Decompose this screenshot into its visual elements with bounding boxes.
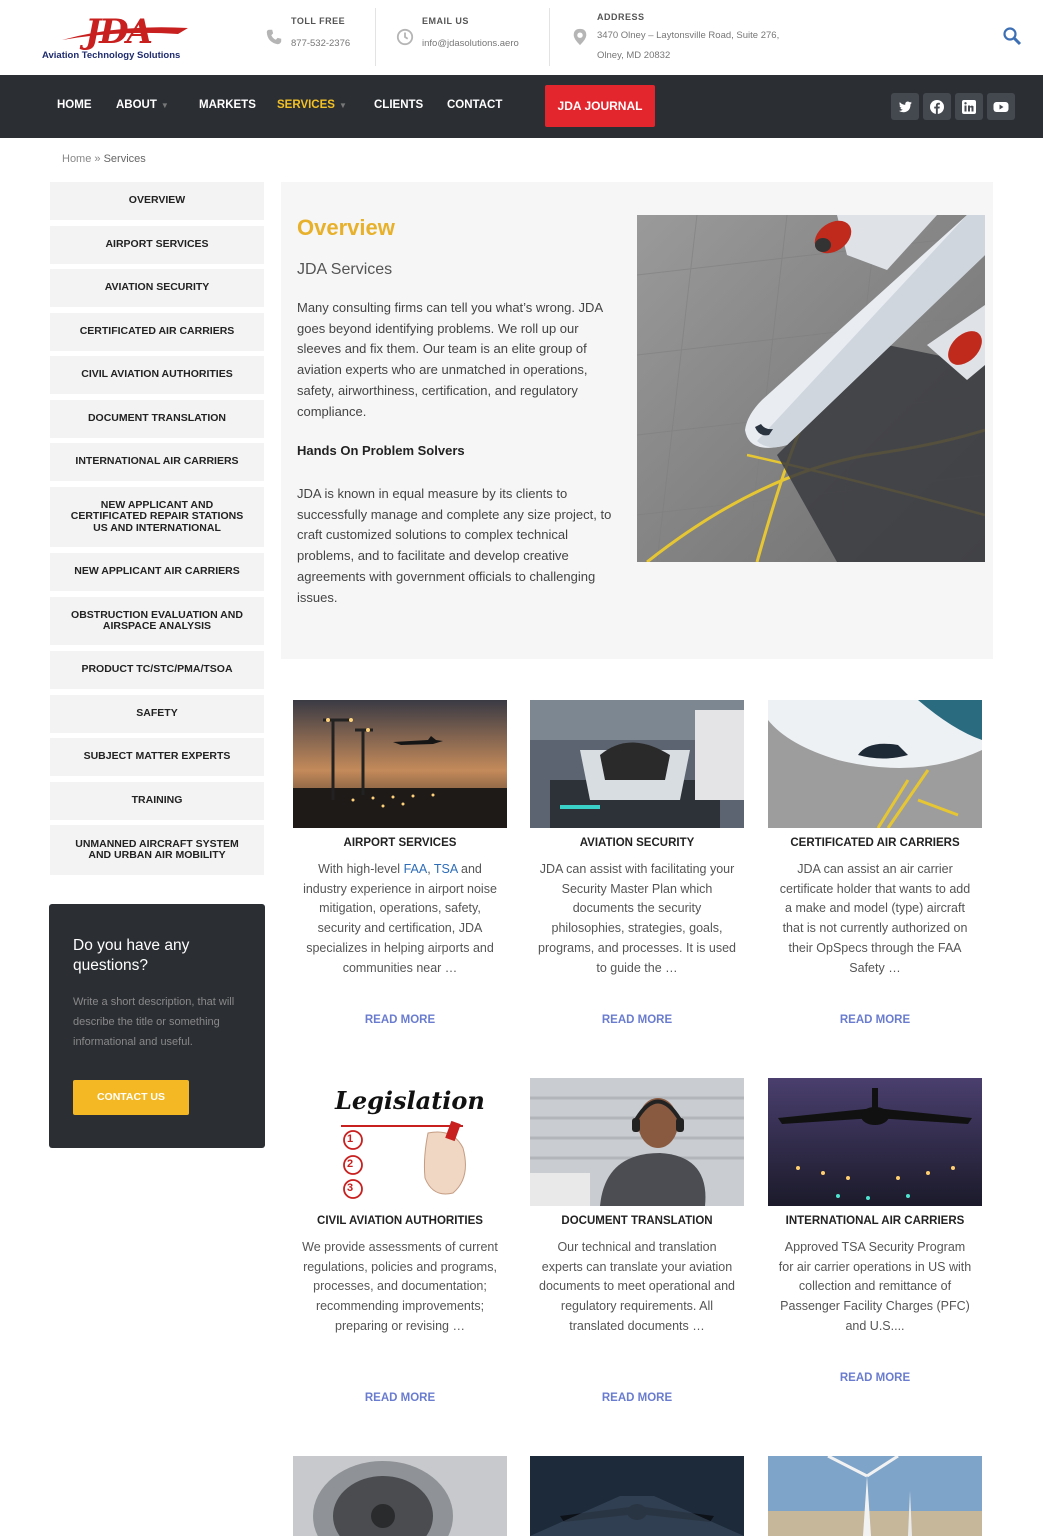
sidebar-item-label: SAFETY: [136, 707, 178, 720]
runway-sunset-illustration: [293, 700, 507, 828]
sidebar-item-international-air-carriers[interactable]: [50, 443, 264, 481]
email-block: [422, 16, 519, 54]
night-runway-image: [530, 1456, 744, 1536]
sidebar-item-certificated-air-carriers[interactable]: [50, 313, 264, 351]
airport-lights-image: [293, 700, 507, 828]
sidebar-item-label: DOCUMENT TRANSLATION: [87, 412, 227, 425]
questions-panel: [49, 904, 265, 1148]
aircraft-nose-illustration: [768, 700, 982, 828]
read-more-link[interactable]: READ MORE: [839, 1014, 911, 1026]
linkedin-icon: [961, 99, 977, 115]
card-description: We provide assessments of current regulations, policies and programs, processes, and documentation; recommending improvements; preparing or revising …: [302, 1240, 498, 1333]
sidebar-item-airport-services[interactable]: [50, 226, 264, 264]
tsa-link[interactable]: TSA: [433, 862, 458, 876]
chevron-down-icon: ▼: [160, 101, 169, 110]
card-title: INTERNATIONAL AIR CARRIERS: [785, 1215, 965, 1227]
legislation-image: [293, 1078, 507, 1206]
card-description: [301, 860, 499, 978]
overview-paragraph-2: JDA is known in equal measure by its clients to successfully manage and complete any size project, to craft customized solutions to complex technical problems, and to facilitate and develop creative agreements with government officials to challenging issues.: [297, 486, 612, 605]
toll-free-block: [291, 16, 350, 54]
nav-services[interactable]: [277, 99, 347, 111]
sidebar-item-repair-stations[interactable]: [50, 487, 264, 547]
nav-clients[interactable]: CLIENTS: [374, 99, 424, 111]
overview-subtitle: JDA Services: [297, 261, 393, 278]
sidebar-item-label: OBSTRUCTION EVALUATION AND AIRSPACE ANALYSIS: [71, 608, 243, 632]
card-airport-services: [293, 700, 507, 1035]
sidebar-item-new-applicant-air-carriers[interactable]: [50, 553, 264, 591]
nav-services-label: SERVICES: [277, 99, 335, 111]
overview-paragraph-1: Many consulting firms can tell you what’s wrong. JDA goes beyond identifying problems. We roll up our sleeves and fix them. Our team is an elite group of aviation experts who are unmatched in operations, safety, airworthiness, certification, and regulatory compliance.: [297, 300, 603, 419]
airplane-aerial-image: [637, 215, 985, 562]
sidebar-item-subject-matter-experts[interactable]: [50, 738, 264, 776]
night-landing-illustration: [768, 1078, 982, 1206]
main-nav: [0, 75, 1043, 138]
sidebar-item-label: AIRPORT SERVICES: [105, 238, 209, 251]
card-civil-aviation-authorities: [293, 1078, 507, 1413]
questions-title: Do you have any questions?: [73, 937, 190, 974]
read-more-link[interactable]: READ MORE: [364, 1392, 436, 1404]
wind-turbine-image: [768, 1456, 982, 1536]
card-text-segment: and industry experience in airport noise mitigation, operations, safety, security and certification, JDA specializes in helping airports and communities near …: [303, 862, 497, 975]
read-more-link[interactable]: READ MORE: [364, 1014, 436, 1026]
jet-engine-image: [293, 1456, 507, 1536]
night-runway-illustration: [530, 1456, 744, 1536]
read-more-link[interactable]: READ MORE: [601, 1014, 673, 1026]
card-title: AIRPORT SERVICES: [343, 837, 457, 849]
sidebar-item-safety[interactable]: [50, 695, 264, 733]
list-number: 1: [347, 1133, 354, 1145]
card-description: JDA can assist an air carrier certificate holder that wants to add a make and model (type) aircraft that is not currently authorized on their OpSpecs through the FAA Safety …: [779, 862, 971, 975]
linkedin-link[interactable]: [955, 93, 983, 120]
youtube-icon: [993, 99, 1009, 115]
list-number: 3: [347, 1182, 354, 1194]
sidebar-item-civil-aviation-authorities[interactable]: [50, 356, 264, 394]
sidebar-item-label: PRODUCT TC/STC/PMA/TSOA: [81, 663, 233, 676]
sidebar-item-label: SUBJECT MATTER EXPERTS: [83, 750, 231, 763]
location-icon: [571, 28, 589, 46]
sidebar-item-product-tc[interactable]: [50, 651, 264, 689]
sidebar-item-label: INTERNATIONAL AIR CARRIERS: [75, 455, 239, 468]
security-bin-illustration: [530, 700, 744, 828]
sidebar-item-aviation-security[interactable]: [50, 269, 264, 307]
jet-engine-illustration: [293, 1456, 507, 1536]
email-label: EMAIL US: [422, 16, 469, 26]
legislation-heading: Legislation: [335, 1086, 485, 1115]
address-line1: 3470 Olney – Laytonsville Road, Suite 276,: [597, 30, 780, 41]
sidebar-item-label: AVIATION SECURITY: [104, 281, 210, 294]
security-screening-image: [530, 700, 744, 828]
logo-tagline: Aviation Technology Solutions: [42, 50, 181, 61]
address-label: ADDRESS: [597, 12, 645, 22]
read-more-link[interactable]: READ MORE: [839, 1372, 911, 1384]
card-certificated-air-carriers: [768, 700, 982, 1035]
breadcrumb-separator: »: [94, 153, 101, 165]
read-more-link[interactable]: READ MORE: [601, 1392, 673, 1404]
overview-heading: Hands On Problem Solvers: [297, 443, 465, 458]
divider: [375, 8, 376, 66]
address-line2: Olney, MD 20832: [597, 50, 671, 61]
phone-icon: [265, 28, 283, 46]
breadcrumb-home[interactable]: Home: [62, 153, 92, 165]
list-number: 2: [347, 1158, 354, 1170]
translator-image: [530, 1078, 744, 1206]
toll-free-label: TOLL FREE: [291, 16, 346, 26]
nav-about[interactable]: [116, 99, 169, 111]
sidebar-item-label: CIVIL AVIATION AUTHORITIES: [81, 368, 233, 381]
sidebar-item-obstruction-evaluation[interactable]: [50, 597, 264, 645]
youtube-link[interactable]: [987, 93, 1015, 120]
logo-mark: JDA: [85, 12, 151, 52]
airplane-illustration: [637, 215, 985, 562]
nav-about-label: ABOUT: [116, 99, 157, 111]
card-document-translation: [530, 1078, 744, 1413]
card-text-segment: ,: [427, 862, 434, 876]
card-title: DOCUMENT TRANSLATION: [561, 1215, 713, 1227]
sidebar-item-unmanned-aircraft[interactable]: [50, 825, 264, 875]
nav-contact[interactable]: CONTACT: [447, 99, 503, 111]
sidebar-item-training[interactable]: [50, 782, 264, 820]
facebook-icon: [929, 99, 945, 115]
contact-us-button[interactable]: CONTACT US: [73, 1080, 189, 1115]
clock-icon: [396, 28, 414, 46]
chevron-down-icon: ▼: [338, 101, 347, 110]
wind-turbine-illustration: [768, 1456, 982, 1536]
translator-illustration: [530, 1078, 744, 1206]
sidebar-item-label: NEW APPLICANT AND CERTIFICATED REPAIR STATIONS US AND INTERNATIONAL: [70, 498, 244, 534]
breadcrumb-current: Services: [103, 153, 146, 165]
breadcrumb: [62, 153, 146, 165]
facebook-link[interactable]: [923, 93, 951, 120]
card-title: CERTIFICATED AIR CARRIERS: [790, 837, 960, 849]
faa-link[interactable]: FAA: [403, 862, 428, 876]
card-description: Approved TSA Security Program for air carrier operations in US with collection and remittance of Passenger Facility Charges (PFC) and U.S....: [778, 1240, 972, 1333]
sidebar-item-label: CERTIFICATED AIR CARRIERS: [79, 325, 235, 338]
top-header: [0, 0, 1043, 75]
card-title: CIVIL AVIATION AUTHORITIES: [317, 1215, 483, 1227]
sidebar-item-label: TRAINING: [131, 794, 183, 807]
sidebar-item-overview[interactable]: [50, 182, 264, 220]
address-block: [597, 12, 779, 66]
card-description: JDA can assist with facilitating your Security Master Plan which documents the security philosophies, strategies, goals, programs, and processes. It is used to guide the …: [538, 862, 737, 975]
questions-description: Write a short description, that will describe the title or something informational and useful.: [73, 996, 235, 1048]
card-aviation-security: [530, 700, 744, 1035]
nav-home[interactable]: HOME: [57, 99, 92, 111]
jda-journal-button[interactable]: JDA JOURNAL: [545, 85, 655, 127]
night-landing-image: [768, 1078, 982, 1206]
overview-title: Overview: [297, 215, 395, 240]
aircraft-nose-image: [768, 700, 982, 828]
toll-free-number[interactable]: 877-532-2376: [291, 38, 351, 49]
card-title: AVIATION SECURITY: [579, 837, 695, 849]
sidebar-item-label: UNMANNED AIRCRAFT SYSTEM AND URBAN AIR MOBILITY: [75, 837, 239, 861]
nav-markets[interactable]: MARKETS: [199, 99, 256, 111]
twitter-icon: [897, 99, 913, 115]
sidebar-item-document-translation[interactable]: [50, 400, 264, 438]
sidebar-item-label: OVERVIEW: [128, 194, 186, 207]
card-international-air-carriers: [768, 1078, 982, 1413]
card-text-segment: With high-level: [318, 862, 404, 876]
search-icon[interactable]: [1002, 26, 1022, 46]
overview-panel: [281, 182, 993, 659]
divider: [549, 8, 550, 66]
card-description: Our technical and translation experts can translate your aviation documents to meet operational and regulatory requirements. All translated documents …: [539, 1240, 735, 1333]
sidebar-item-label: NEW APPLICANT AIR CARRIERS: [74, 565, 240, 578]
email-address[interactable]: info@jdasolutions.aero: [422, 38, 519, 49]
logo[interactable]: [40, 12, 205, 62]
twitter-link[interactable]: [891, 93, 919, 120]
